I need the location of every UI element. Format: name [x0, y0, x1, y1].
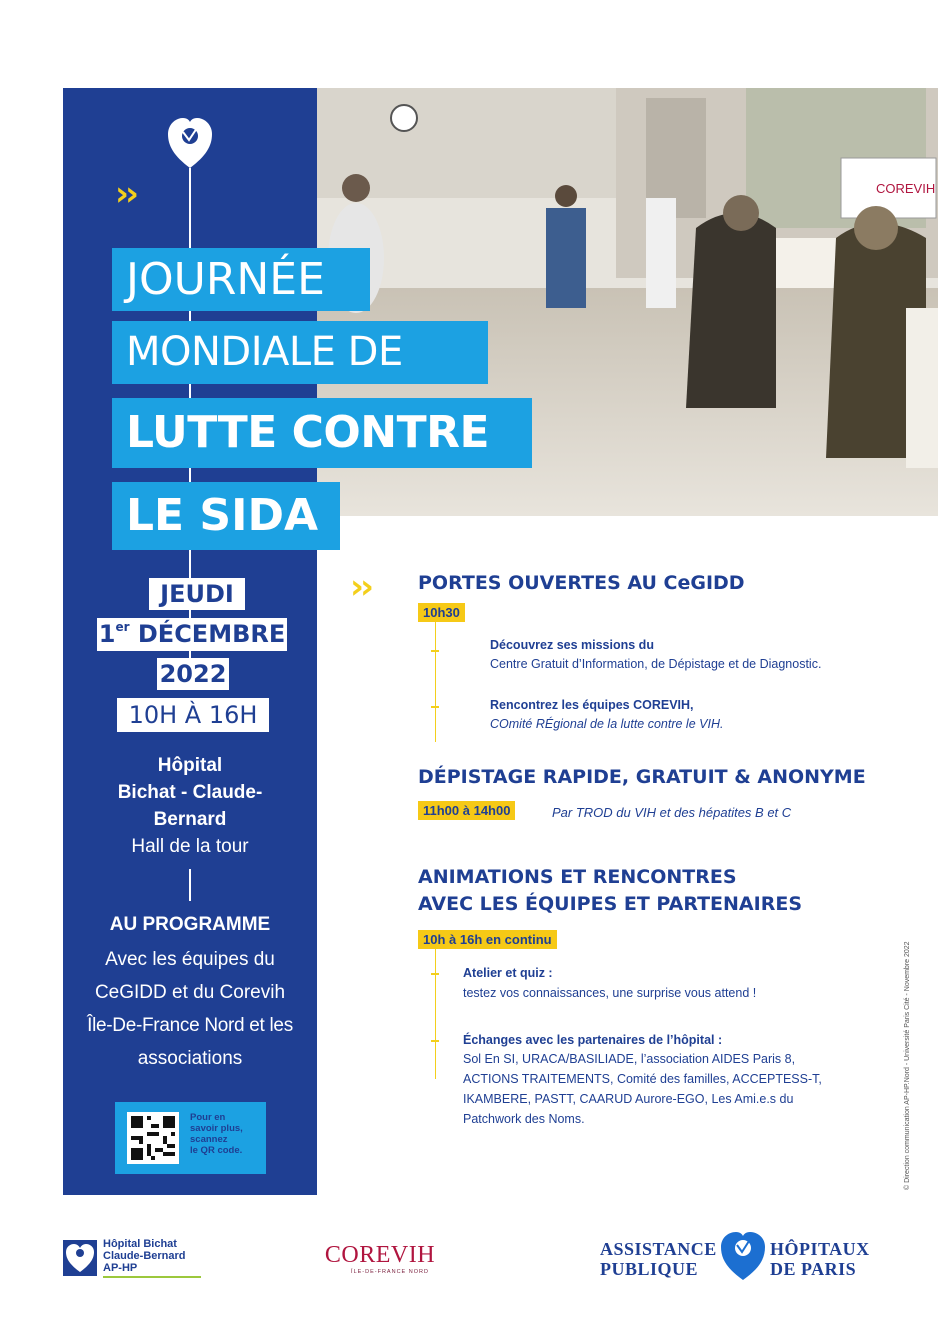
- aphp-heart-icon: [718, 1228, 768, 1284]
- title-line3: LUTTE CONTRE: [112, 398, 532, 468]
- title-line2: MONDIALE DE: [112, 321, 488, 384]
- qr-code[interactable]: [127, 1112, 179, 1164]
- programme-line3: Île-De-France Nord et les: [87, 1015, 293, 1036]
- vertical-divider-mid: [189, 869, 191, 901]
- qr-text: [190, 1112, 243, 1156]
- location-line2: Bichat - Claude-: [117, 782, 263, 803]
- section1-timeline: [435, 622, 436, 742]
- photo-sign-text: COREVIH: [876, 181, 936, 196]
- location-line1: Hôpital: [157, 755, 223, 776]
- bichat-heart-icon: [63, 1240, 97, 1276]
- hours-text: 10H À 16H: [128, 701, 258, 729]
- date-sup: er: [115, 620, 130, 634]
- programme-line2: CeGIDD et du Corevih: [94, 982, 286, 1003]
- section3-item1-title: Atelier et quiz :: [463, 966, 553, 980]
- section3-item2-line3: IKAMBERE, PASTT, CAARUD Aurore-EGO, Les Ami.e.s du: [463, 1092, 794, 1106]
- section3-tick2: [431, 1040, 439, 1042]
- aphp-right1: HÔPITAUX: [770, 1239, 870, 1259]
- programme-line1: Avec les équipes du: [105, 949, 275, 970]
- section1-time-badge: 10h30: [418, 603, 465, 622]
- location-line3: Bernard: [153, 809, 227, 830]
- bichat-line2: Claude-Bernard: [103, 1250, 186, 1262]
- day-text: JEUDI: [160, 580, 234, 608]
- section1-tick2: [431, 706, 439, 708]
- programme-heading: AU PROGRAMME: [109, 914, 271, 935]
- chevron-icon: ››: [115, 174, 136, 214]
- day-box: [149, 578, 245, 610]
- title-line4: LE SIDA: [112, 482, 340, 550]
- title-line1: JOURNÉE: [112, 248, 370, 311]
- section3-timeline: [435, 949, 436, 1079]
- section3-item2-title: Échanges avec les partenaires de l’hôpital :: [463, 1033, 723, 1047]
- qr-box: [115, 1102, 266, 1174]
- section3-item2-line1: Sol En SI, URACA/BASILIADE, l’association AIDES Paris 8,: [463, 1052, 796, 1066]
- aphp-logo: [600, 1236, 880, 1286]
- corevih-wordmark: COREVIH: [324, 1242, 436, 1268]
- bichat-line3: AP-HP: [103, 1262, 138, 1274]
- corevih-sub: ÎLE-DE-FRANCE NORD: [351, 1269, 429, 1275]
- qr-text-line1: Pour en: [190, 1112, 226, 1123]
- credit-text: © Direction communication AP-HP.Nord - Université Paris Cité - Novembre 2022: [904, 941, 911, 1190]
- section2-heading: DÉPISTAGE RAPIDE, GRATUIT & ANONYME: [418, 766, 866, 788]
- section3-heading-line2: AVEC LES ÉQUIPES ET PARTENAIRES: [418, 893, 802, 915]
- section3-item1-text: testez vos connaissances, une surprise vous attend !: [463, 986, 757, 1000]
- section3-tick1: [431, 973, 439, 975]
- section3-heading-line1: ANIMATIONS ET RENCONTRES: [418, 866, 737, 888]
- qr-text-line3: scannez: [190, 1134, 228, 1145]
- year-box: [157, 658, 229, 690]
- bichat-line1: Hôpital Bichat: [103, 1238, 177, 1250]
- section3-item2-line2: ACTIONS TRAITEMENTS, Comité des familles, ACCEPTESS-T,: [463, 1072, 822, 1086]
- section1-item2-title: Rencontrez les équipes COREVIH,: [490, 698, 694, 712]
- section1-tick1: [431, 650, 439, 652]
- section1-item2-text: COmité RÉgional de la lutte contre le VIH.: [490, 717, 724, 731]
- aphp-left1: ASSISTANCE: [600, 1239, 717, 1259]
- programme-line4: associations: [137, 1048, 243, 1069]
- date-num: 1: [98, 620, 116, 648]
- aphp-right2: DE PARIS: [770, 1259, 857, 1279]
- section2-time-badge: 11h00 à 14h00: [418, 801, 515, 820]
- year-text: 2022: [159, 660, 227, 688]
- bichat-logo: [63, 1238, 203, 1280]
- qr-text-line2: savoir plus,: [190, 1123, 243, 1134]
- section1-item1-title: Découvrez ses missions du: [490, 638, 654, 652]
- heart-logo-icon: [166, 116, 214, 175]
- section3-item2-line4: Patchwork des Noms.: [463, 1112, 585, 1126]
- section3-time-badge: 10h à 16h en continu: [418, 930, 557, 949]
- section1-heading: PORTES OUVERTES AU CeGIDD: [418, 572, 745, 594]
- qr-text-line4: le QR code.: [190, 1145, 243, 1156]
- date-month: DÉCEMBRE: [129, 620, 286, 648]
- section2-note: Par TROD du VIH et des hépatites B et C: [552, 805, 792, 820]
- bichat-underline: [103, 1276, 201, 1278]
- hours-box: [117, 698, 269, 732]
- date-box: [97, 618, 287, 651]
- program-chevron-icon: ››: [350, 567, 371, 607]
- aphp-left2: PUBLIQUE: [600, 1259, 699, 1279]
- location-line4: Hall de la tour: [131, 836, 249, 857]
- qr-code-icon: [127, 1112, 179, 1164]
- section1-item1-text: Centre Gratuit d’Information, de Dépistage et de Diagnostic.: [490, 657, 822, 671]
- corevih-logo: [320, 1242, 440, 1282]
